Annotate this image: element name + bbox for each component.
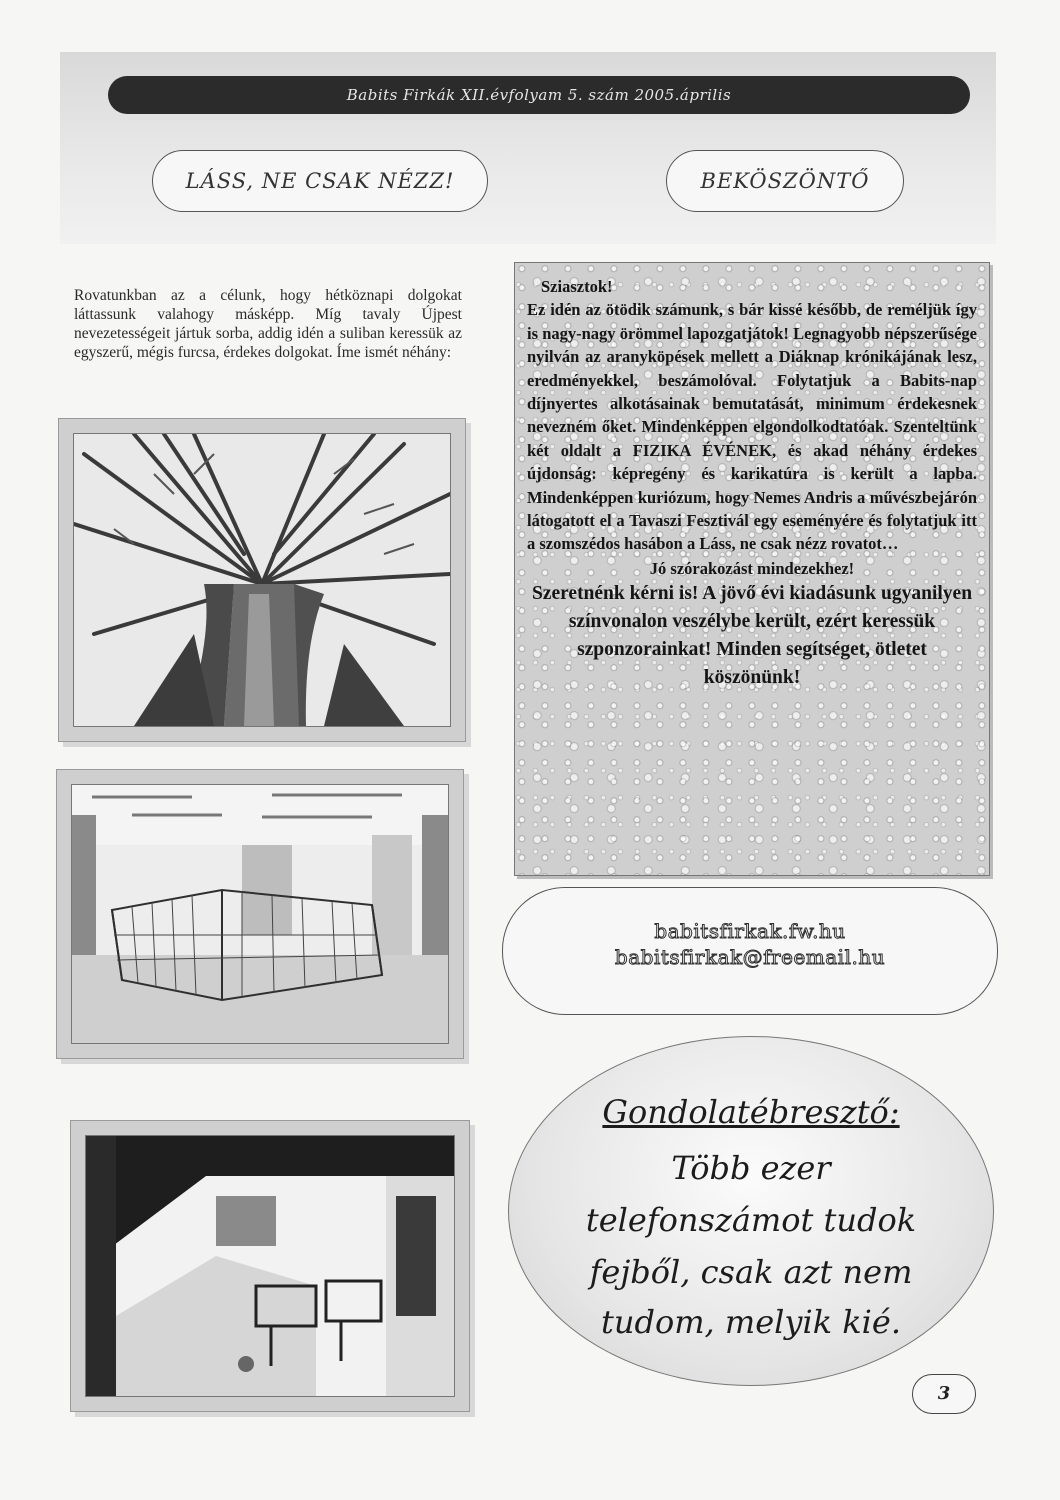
sponsor-appeal: Szeretnénk kérni is! A jövő évi kiadásunk ugyanilyen színvonalon veszélybe került, ezért keressük szponzorainkat! Minden segítséget, ötletet köszönünk!	[531, 583, 973, 689]
quote-line: fejből, csak azt nem	[589, 1253, 913, 1291]
greeting-text	[527, 275, 977, 692]
greeting-box	[514, 262, 990, 876]
email-link[interactable]: babitsfirkak@freemail.hu	[614, 945, 886, 969]
staircase-photo	[85, 1135, 455, 1397]
palm-tree-photo	[73, 433, 451, 727]
masthead: Babits Firkák XII.évfolyam 5. szám 2005.április	[108, 76, 970, 114]
greeting-body: Ez idén az ötödik számunk, s bár kissé később, de reméljük így is nagy-nagy örömmel lapozgatjátok! Legnagyobb népszerűsége nyilván az aranyköpések mellett a Diáknap krónikájának lesz, eredményekkel, beszámolóval. Folytatjuk a Babits-nap díjnyertes alkotásainak bemutatását, minimum érdekesnek nevezném őket. Mindenképpen elgondolkodtatóak. Szenteltünk két oldalt a FIZIKA ÉVÉNEK, és akad néhány érdekes újdonság: képregény és karikatúra is került a lapba. Mindenképpen kuriózum, hogy Nemes Andris a művészbejárón látogatott el a Tavaszi Fesztivál egy eseményére és folytatjuk itt a szomszédos hasábon a Láss, ne csak nézz rovatot…	[527, 300, 977, 554]
greeting-closing: Jó szórakozást mindezekhez!	[649, 558, 855, 578]
thought-provoker-title: Gondolatébresztő:	[602, 1093, 900, 1131]
quote-line: telefonszámot tudok	[585, 1201, 917, 1239]
quote-line: tudom, melyik kié.	[600, 1303, 902, 1341]
photo-frame-stairs	[70, 1120, 470, 1412]
greeting-salutation: Sziasztok!	[541, 277, 613, 296]
intro-paragraph: Rovatunkban az a célunk, hogy hétköznapi dolgokat láttassunk valahogy másképp. Míg tavaly Újpest nevezetességeit jártuk sorba, addig idén a suliban keressük az egyszerű, mégis furcsa, érdekes dolgokat. Íme ismét néhány:	[74, 287, 462, 361]
contact-oval	[502, 887, 998, 1015]
photo-frame-palm	[58, 418, 466, 742]
photo-frame-hall	[56, 769, 464, 1059]
thought-provoker-circle	[508, 1036, 994, 1386]
quote-line: Több ezer	[671, 1149, 831, 1187]
header-band	[60, 52, 996, 244]
school-hall-photo	[71, 784, 449, 1044]
page-number: 3	[912, 1374, 976, 1414]
section-title-bekoszonto: BEKÖSZÖNTŐ	[666, 150, 904, 212]
section-title-lass-ne-csak-nezz: LÁSS, NE CSAK NÉZZ!	[152, 150, 488, 212]
website-link[interactable]: babitsfirkak.fw.hu	[654, 919, 846, 943]
